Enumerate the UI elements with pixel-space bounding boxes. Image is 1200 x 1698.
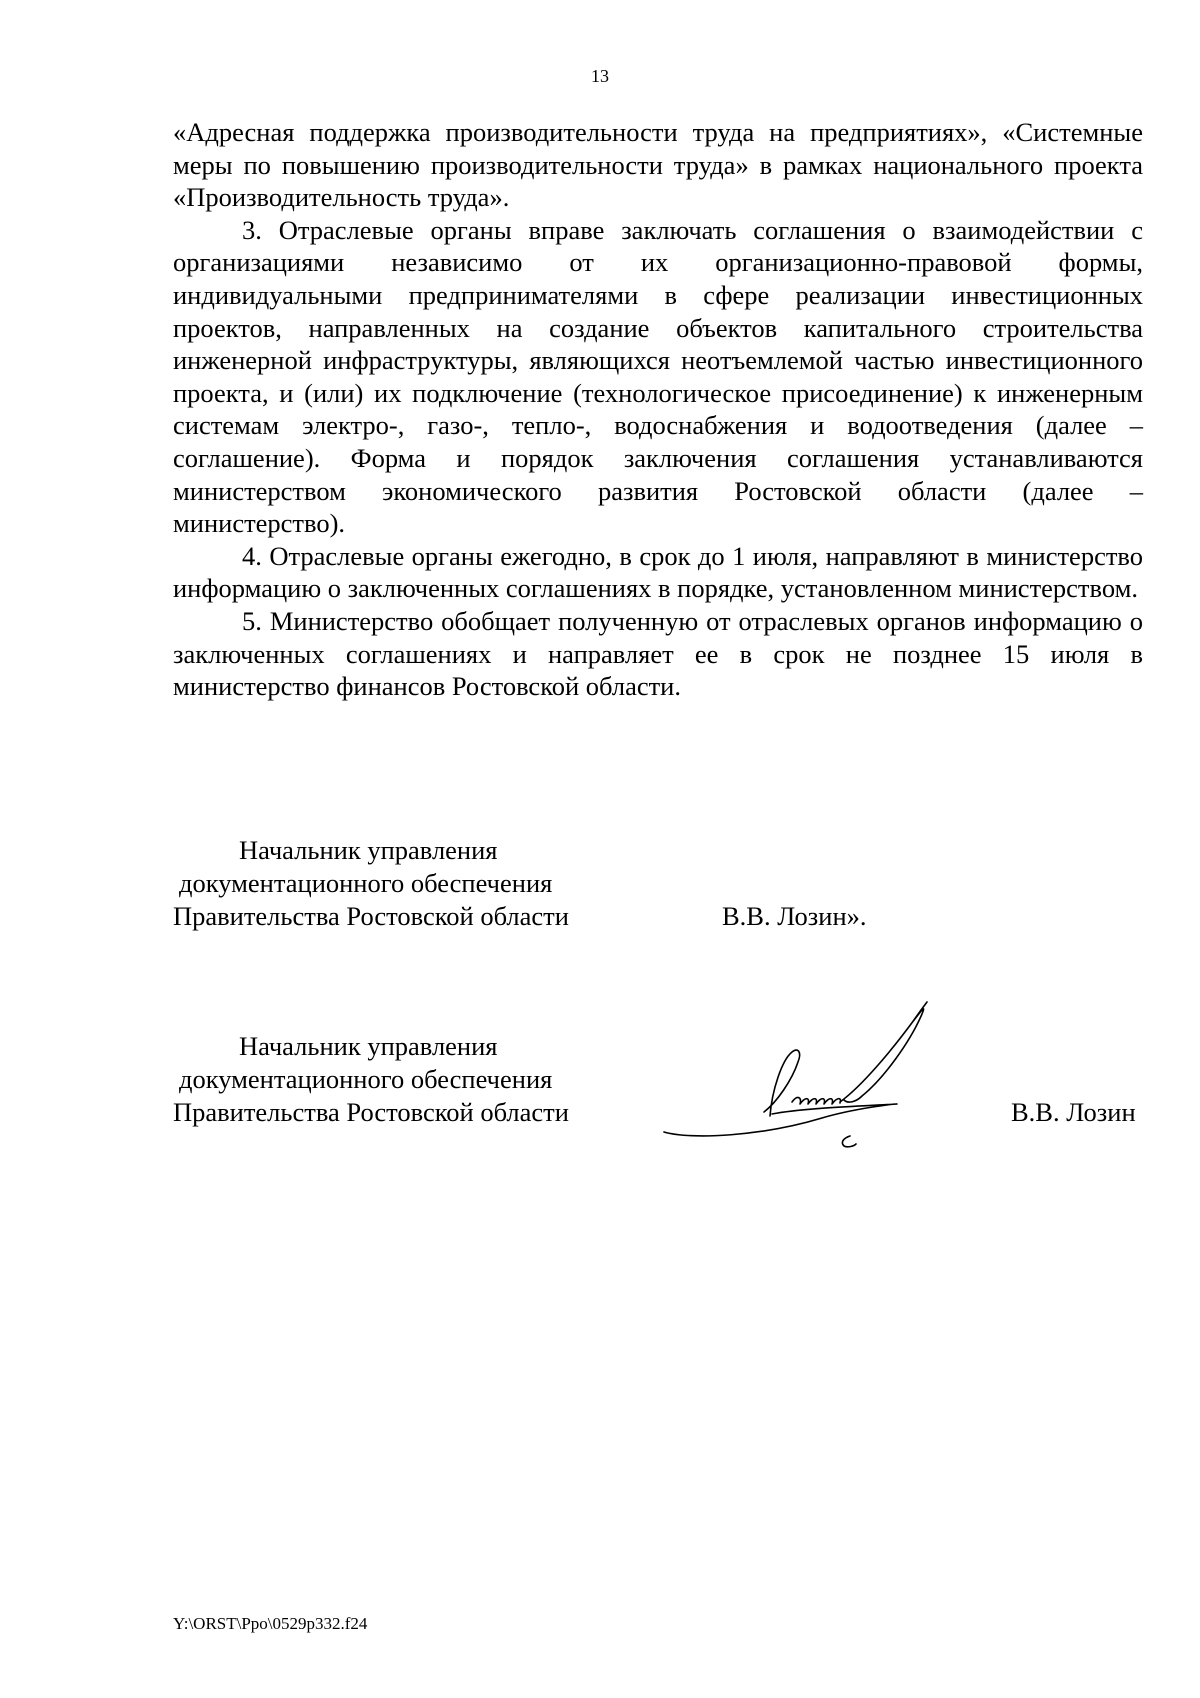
paragraph-continuation: «Адресная поддержка производительности труда на предприятиях», «Системные меры по повышению производительности труда» в рамках национального проекта «Производительность труда». — [173, 117, 1143, 213]
body-text — [173, 116, 1143, 703]
handwritten-signature — [652, 990, 972, 1150]
signature-position-line-1: Начальник управления — [239, 1031, 498, 1061]
signature-position-line-3: Правительства Ростовской области — [173, 1097, 569, 1127]
signatory-name-quoted: В.В. Лозин». — [722, 901, 867, 931]
signature-position-line-3: Правительства Ростовской области — [173, 901, 569, 931]
footer-file-path: Y:\ORST\Ppo\0529p332.f24 — [173, 1614, 368, 1633]
paragraph-3: 3. Отраслевые органы вправе заключать соглашения о взаимодействии с организациями независимо от их организационно-правовой формы, индивидуальными предпринимателями в сфере реализации инвестиционных проектов, направленных на создание объектов капитального строительства инженерной инфраструктуры, являющихся неотъемлемой частью инвестиционного проекта, и (или) их подключение (технологическое присоединение) к инженерным системам электро-, газо-, тепло-, водоснабжения и водоотведения (далее – соглашение). Форма и порядок заключения соглашения устанавливаются министерством экономического развития Ростовской области (далее – министерство). — [173, 214, 1143, 539]
signature-position-line-1: Начальник управления — [239, 835, 498, 865]
signature-block-quoted — [173, 834, 569, 933]
page-number: 13 — [591, 66, 609, 86]
signature-block — [173, 1030, 569, 1129]
signature-position-line-2: документационного обеспечения — [179, 868, 553, 898]
signatory-name: В.В. Лозин — [1011, 1097, 1136, 1127]
paragraph-4: 4. Отраслевые органы ежегодно, в срок до 1 июля, направляют в министерство информацию о заключенных соглашениях в порядке, установленном министерством. — [173, 540, 1143, 604]
signature-position-line-2: документационного обеспечения — [179, 1064, 553, 1094]
paragraph-5: 5. Министерство обобщает полученную от отраслевых органов информацию о заключенных соглашениях и направляет ее в срок не позднее 15 июля в министерство финансов Ростовской области. — [173, 605, 1143, 702]
